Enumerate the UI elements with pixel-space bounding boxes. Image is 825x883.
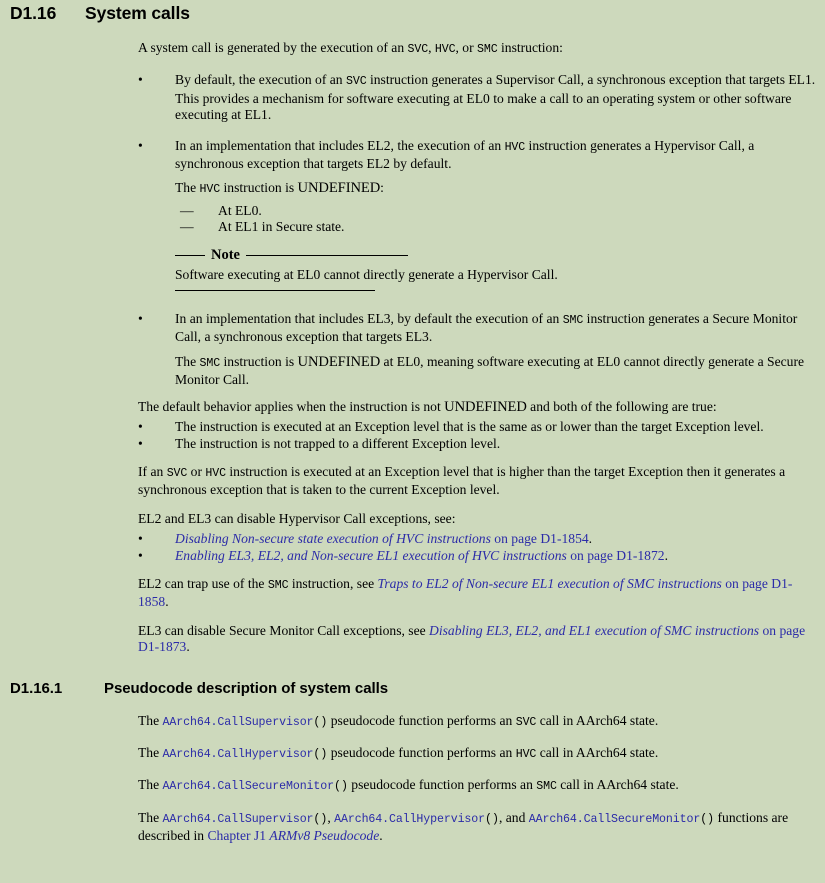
- ps-hyp-c: call in AArch64 state.: [536, 744, 659, 760]
- higher-el-c: instruction is executed at an Exception level that is higher than the target Exception then it generates a synchronous exception that is taken to the current Exception level.: [138, 463, 786, 498]
- bullet-icon: •: [138, 72, 143, 88]
- ps-sum-sep2: , and: [498, 809, 529, 825]
- period: .: [588, 531, 593, 547]
- mnemonic-smc: SMC: [477, 43, 498, 56]
- undefined-keyword: UNDEFINED: [297, 353, 381, 370]
- higher-el-paragraph: [138, 464, 822, 499]
- smc-bullet-a: In an implementation that includes EL3, by default the execution of an: [175, 311, 563, 327]
- disable-smc-a: EL3 can disable Secure Monitor Call exceptions, see: [138, 622, 430, 638]
- link-page: on page D1-1858: [138, 575, 793, 610]
- section-title: System calls: [85, 3, 190, 23]
- undefined-keyword: UNDEFINED: [444, 398, 527, 415]
- default-behavior-a: The default behavior applies when the instruction is not: [138, 398, 445, 414]
- ps-sup-b: pseudocode function performs an: [327, 712, 516, 728]
- sub-list-item: [180, 219, 822, 235]
- list-item: [138, 419, 822, 435]
- list-item: [138, 436, 822, 452]
- section-heading: [0, 3, 825, 24]
- smc-undefined-text: [175, 354, 822, 389]
- hvc-bullet-b: instruction generates a Hypervisor Call, a synchronous exception that targets EL2 by default.: [175, 137, 755, 172]
- subsection-body: [138, 713, 822, 845]
- hvc-bullet-a: In an implementation that includes EL2, the execution of an: [175, 137, 505, 153]
- subsection-heading: [0, 680, 825, 697]
- trap-smc-a: EL2 can trap use of the: [138, 575, 268, 591]
- list-item-text: [175, 72, 822, 123]
- link-title: Traps to EL2 of Non-secure EL1 execution of SMC instructions: [377, 575, 722, 591]
- note-rule-left: [175, 255, 205, 256]
- period: .: [186, 639, 190, 655]
- ps-sum-b: functions are described in: [138, 809, 789, 844]
- intro-text-c: , or: [455, 40, 478, 55]
- parens: (): [700, 812, 715, 826]
- list-item-text: The instruction is executed at an Exception level that is the same as or lower than the target Exception level.: [175, 419, 764, 435]
- cross-reference-link[interactable]: [175, 548, 665, 563]
- sub-list-item-text: At EL0.: [218, 202, 262, 218]
- list-item-text: [175, 531, 822, 547]
- mnemonic-smc: SMC: [536, 780, 557, 794]
- mnemonic-smc: SMC: [562, 314, 584, 328]
- list-item: [138, 531, 822, 547]
- pseudocode-supervisor-paragraph: [138, 713, 822, 731]
- list-item-text: The instruction is not trapped to a different Exception level.: [175, 435, 501, 451]
- subsection-number: D1.16.1: [10, 679, 63, 697]
- spacer: [138, 354, 175, 389]
- higher-el-a: If an: [138, 463, 167, 479]
- link-page: on page D1-1872: [566, 547, 665, 563]
- parens: (): [333, 780, 348, 794]
- trap-smc-paragraph: [138, 576, 822, 611]
- ps-sup-a: The: [138, 712, 163, 728]
- disable-hvc-lead: EL2 and EL3 can disable Hypervisor Call exceptions, see:: [138, 510, 456, 526]
- bullet-icon: •: [138, 137, 143, 153]
- section-body: [138, 40, 822, 656]
- smc-undef-b: instruction is: [220, 353, 298, 369]
- hvc-undef-b: instruction is: [220, 180, 298, 196]
- mnemonic-smc: SMC: [267, 578, 289, 592]
- ps-hyp-b: pseudocode function performs an: [327, 744, 516, 760]
- mnemonic-svc: SVC: [515, 715, 537, 729]
- link-page: on page D1-1873: [138, 622, 806, 655]
- pseudocode-hypervisor-paragraph: [138, 745, 822, 763]
- bullet-icon: •: [138, 311, 143, 327]
- parens: (): [485, 812, 499, 826]
- mnemonic-smc: SMC: [199, 356, 221, 370]
- trap-smc-b: instruction, see: [288, 575, 378, 591]
- mnemonic-hvc: HVC: [515, 747, 537, 761]
- smc-undefined-line: [138, 354, 822, 389]
- ps-sum-sep1: ,: [327, 809, 335, 825]
- svc-bullet-b: instruction generates a Supervisor Call, a synchronous exception that targets EL1. This provides a mechanism for software executing at EL0 to make a call to an operating system or other software executing at EL1.: [175, 72, 816, 123]
- chapter-label: Chapter J1: [207, 828, 270, 844]
- sub-list-item-text: At EL1 in Secure state.: [218, 219, 345, 235]
- list-item-text: [175, 311, 822, 346]
- bullet-icon: •: [138, 547, 143, 563]
- intro-text-a: A system call is generated by the execution of an: [138, 40, 408, 55]
- chapter-title: ARMv8 Pseudocode: [269, 828, 380, 844]
- function-name-callsupervisor: AArch64.CallSupervisor: [162, 715, 314, 729]
- period: .: [379, 828, 383, 844]
- hvc-undef-c: :: [380, 180, 384, 196]
- function-name-callsupervisor: AArch64.CallSupervisor: [162, 812, 314, 826]
- ps-sm-c: call in AArch64 state.: [556, 777, 679, 793]
- list-item: [138, 72, 822, 123]
- mnemonic-hvc: HVC: [434, 43, 456, 56]
- link-page: on page D1-1854: [490, 531, 589, 547]
- parens: (): [313, 812, 328, 826]
- function-name-callhypervisor: AArch64.CallHypervisor: [162, 747, 314, 761]
- period: .: [664, 547, 668, 563]
- default-behavior-paragraph: [138, 399, 822, 415]
- em-dash-icon: —: [180, 202, 194, 218]
- sub-list-item: [180, 203, 822, 219]
- list-item: [138, 548, 822, 564]
- intro-text-b: ,: [428, 40, 435, 55]
- pseudocode-securemonitor-paragraph: [138, 777, 822, 795]
- higher-el-b: or: [187, 463, 206, 479]
- default-behavior-b: and both of the following are true:: [526, 398, 717, 414]
- bullet-icon: •: [138, 435, 143, 451]
- em-dash-icon: —: [180, 219, 194, 235]
- smc-undef-a: The: [175, 353, 200, 369]
- disable-smc-paragraph: [138, 623, 822, 656]
- mnemonic-hvc: HVC: [205, 466, 226, 480]
- note-box: [175, 246, 558, 291]
- bullet-icon: •: [138, 419, 143, 435]
- list-item: [138, 138, 822, 173]
- link-title: Disabling Non-secure state execution of HVC instructions: [175, 531, 491, 547]
- note-title: Note: [211, 246, 240, 263]
- note-rule-right: [246, 255, 408, 256]
- mnemonic-svc: SVC: [407, 43, 429, 56]
- note-header: [175, 248, 408, 263]
- subsection-title: Pseudocode description of system calls: [104, 679, 389, 697]
- smc-bullet-b: instruction generates a Secure Monitor Call, a synchronous exception that targets EL3.: [175, 311, 798, 345]
- mnemonic-hvc: HVC: [199, 183, 221, 197]
- chapter-reference-link[interactable]: [207, 828, 379, 843]
- undefined-keyword: UNDEFINED: [297, 180, 381, 197]
- mnemonic-svc: SVC: [346, 75, 367, 89]
- bullet-icon: •: [138, 531, 143, 547]
- pseudocode-summary-paragraph: [138, 810, 822, 845]
- intro-text-d: instruction:: [497, 40, 563, 55]
- mnemonic-svc: SVC: [166, 466, 188, 480]
- spacer: [138, 180, 175, 198]
- ps-hyp-a: The: [138, 744, 163, 760]
- svc-bullet-a: By default, the execution of an: [175, 72, 346, 88]
- period: .: [165, 594, 169, 610]
- ps-sum-a: The: [138, 809, 163, 825]
- ps-sup-c: call in AArch64 state.: [536, 712, 659, 728]
- ps-sm-b: pseudocode function performs an: [347, 777, 537, 793]
- ps-sm-a: The: [138, 777, 163, 793]
- list-item-text: [175, 138, 822, 173]
- parens: (): [313, 747, 328, 761]
- list-item: [138, 311, 822, 346]
- link-title: Disabling EL3, EL2, and EL1 execution of SMC instructions: [429, 622, 760, 638]
- list-item-text: [175, 548, 822, 564]
- hvc-undefined-text: [175, 180, 822, 198]
- note-body: Software executing at EL0 cannot directly generate a Hypervisor Call.: [175, 266, 558, 282]
- mnemonic-hvc: HVC: [504, 140, 526, 154]
- function-name-callsecuremonitor: AArch64.CallSecureMonitor: [528, 812, 701, 826]
- link-title: Enabling EL3, EL2, and Non-secure EL1 execution of HVC instructions: [175, 547, 567, 563]
- function-name-callsecuremonitor: AArch64.CallSecureMonitor: [162, 780, 334, 794]
- parens: (): [313, 715, 328, 729]
- intro-paragraph: [138, 40, 822, 58]
- smc-undef-c: at EL0, meaning software executing at EL0 cannot directly generate a Secure Monitor Call.: [175, 353, 805, 388]
- cross-reference-link[interactable]: [175, 531, 589, 546]
- function-name-callhypervisor: AArch64.CallHypervisor: [334, 812, 486, 826]
- hvc-undefined-line: [138, 180, 822, 198]
- section-number: D1.16: [10, 3, 57, 23]
- hvc-undef-a: The: [175, 180, 200, 196]
